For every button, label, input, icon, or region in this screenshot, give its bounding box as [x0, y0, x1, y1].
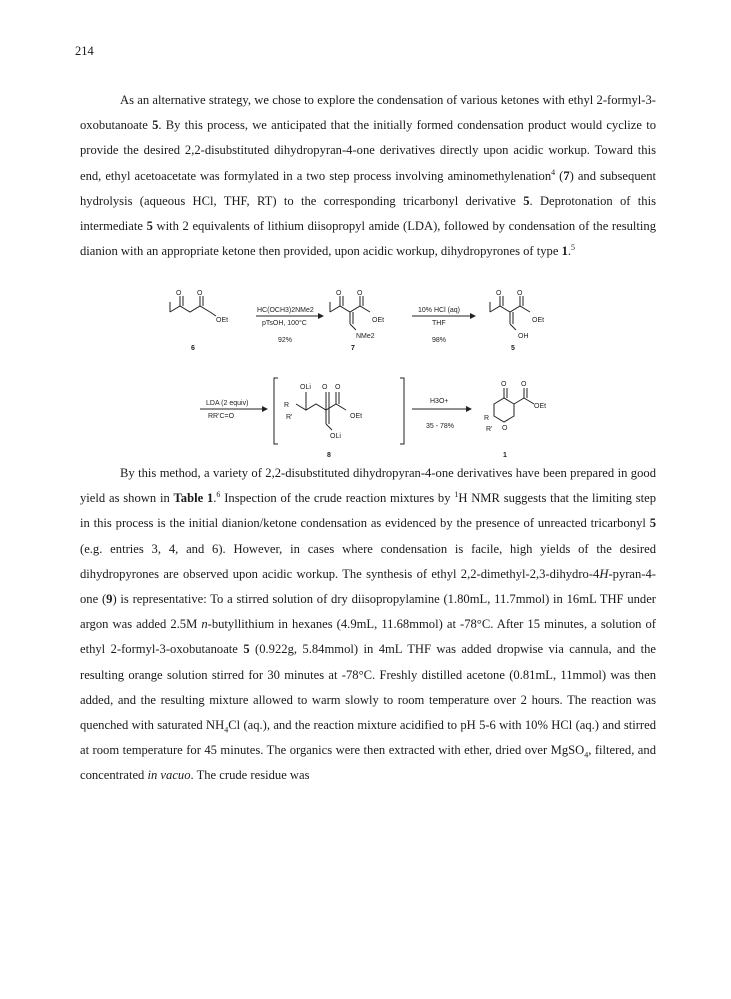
italic-run: in vacuo: [147, 768, 191, 783]
step4-yield: 35 - 78%: [426, 423, 455, 430]
text-run: -butyllithium in hexanes (4.9mL, 11.68mmol) at -78°C. After 15 minutes, a solution of ethyl 2-formyl-3-oxobutanoate: [80, 617, 656, 657]
text-run: -pyran-4-one (: [80, 566, 656, 607]
compound-number-5: 5: [511, 345, 515, 352]
oli-label: OLi: [300, 384, 311, 391]
step1-conditions: pTsOH, 100°C: [262, 320, 307, 327]
step4-reagent: H3O+: [430, 398, 449, 405]
text-run: , filtered, and concentrated: [80, 743, 656, 783]
oli-label: OLi: [330, 433, 341, 440]
nme2-label: NMe2: [356, 333, 375, 340]
step2-conditions: THF: [432, 320, 446, 327]
compound-ref: 1: [561, 244, 568, 259]
oet-label: OEt: [372, 317, 385, 324]
paragraph-results: [80, 461, 656, 789]
reaction-scheme: [150, 290, 600, 459]
r-label: R: [484, 415, 490, 422]
structure-compound-5: [490, 296, 530, 330]
compound-number-7: 7: [351, 345, 355, 352]
subscript: 4: [584, 750, 589, 760]
oxygen-label: O: [197, 290, 203, 297]
text-run: ) and subsequent hydrolysis (aqueous HCl, THF, RT) to the corresponding tricarbonyl derivative: [80, 168, 657, 208]
subscript: 4: [224, 725, 229, 735]
compound-number-1: 1: [503, 452, 507, 459]
compound-number-8: 8: [327, 452, 331, 459]
step2-yield: 98%: [432, 337, 447, 344]
step1-reagent: HC(OCH3)2NMe2: [257, 307, 314, 314]
italic-run: H: [599, 566, 609, 581]
oet-label: OEt: [216, 317, 229, 324]
oxygen-label: O: [322, 384, 328, 391]
oxygen-label: O: [335, 384, 341, 391]
oxygen-label: O: [501, 381, 507, 388]
text-run: (0.922g, 5.84mmol) in 4mL THF was added dropwise via cannula, and the resulting orange solution stirred for 30 minutes at -78°C. Freshly distilled acetone (0.81mL, 11mmol) was then added, and the resulting mixture allowed to warm slowly to room temperature over 2 hours. The reaction was quenched with saturated NH: [80, 642, 657, 733]
compound-ref: 5: [523, 193, 530, 208]
table-ref: Table 1: [173, 491, 214, 506]
text-run: . By this process, we anticipated that the initially formed condensation product would cyclize to provide the desired 2,2-disubstituted dihydropyran-4-one derivatives directly upon acidic workup. Toward this end, ethyl acetoacetate was formylated in a two step process involving aminomethylenation: [80, 118, 656, 183]
oxygen-label: O: [496, 290, 502, 297]
oxygen-label: O: [176, 290, 182, 297]
text-run: Inspection of the crude reaction mixtures by: [220, 491, 455, 506]
compound-ref: 5: [146, 219, 153, 234]
oh-label: OH: [518, 333, 529, 340]
oet-label: OEt: [534, 403, 547, 410]
oet-label: OEt: [532, 317, 545, 324]
oxygen-label: O: [336, 290, 342, 297]
text-run: (: [555, 168, 564, 183]
text-run: As an alternative strategy, we chose to explore the condensation of various ketones with ethyl 2-formyl-3-oxobutanoate: [80, 93, 656, 133]
compound-ref: 5: [243, 642, 250, 657]
text-run: . Deprotonation of this intermediate: [80, 193, 656, 234]
oxygen-label: O: [521, 381, 527, 388]
text-run: (e.g. entries 3, 4, and 6). However, in cases where condensation is facile, high yields of the desired dihydropyrones are observed upon acidic workup. The synthesis of ethyl 2,2-dimethyl-2,3-dihydro-4: [80, 541, 656, 581]
r-prime-label: R': [486, 426, 493, 433]
citation-ref: 6: [216, 490, 221, 500]
structure-compound-1: [494, 388, 534, 422]
text-run: with 2 equivalents of lithium diisopropyl amide (LDA), followed by condensation of the resulting dianion with an appropriate ketone then provided, upon acidic workup, dihydropyrones of type: [80, 219, 656, 259]
oxygen-label: O: [517, 290, 523, 297]
compound-number-6: 6: [191, 345, 195, 352]
oxygen-label: O: [357, 290, 363, 297]
structure-compound-7: [330, 296, 370, 330]
step3-conditions: RR'C=O: [208, 413, 235, 420]
compound-ref: 9: [106, 592, 113, 607]
step2-reagent: 10% HCl (aq): [418, 307, 461, 314]
r-prime-label: R': [286, 414, 293, 421]
citation-ref: 4: [551, 167, 556, 177]
text-run: ) is representative: To a stirred solution of dry diisopropylamine (1.80mL, 11.7mmol) in 16mL THF under argon was added 2.5M: [80, 592, 656, 632]
compound-ref: 7: [563, 168, 570, 183]
compound-ref: 5: [152, 118, 159, 133]
step1-yield: 92%: [278, 337, 293, 344]
italic-run: n: [201, 617, 208, 632]
oet-label: OEt: [350, 413, 363, 420]
text-run: .: [213, 491, 217, 506]
r-label: R: [284, 402, 290, 409]
step3-reagent: LDA (2 equiv): [206, 400, 249, 407]
compound-ref: 5: [649, 516, 656, 531]
paragraph-intro: [80, 88, 656, 264]
text-run: H NMR suggests that the limiting step in this process is the initial dianion/ketone condensation as evidenced by the presence of unreacted tricarbonyl: [80, 491, 656, 531]
citation-ref: 5: [571, 243, 576, 253]
text-run: . The crude residue was: [190, 768, 310, 783]
text-run: .: [567, 244, 572, 259]
structure-compound-6: [170, 296, 216, 316]
text-run: By this method, a variety of 2,2-disubstituted dihydropyran-4-one derivatives have been prepared in good yield as shown in: [80, 466, 656, 506]
ring-oxygen-label: O: [502, 425, 508, 432]
text-run: Cl (aq.), and the reaction mixture acidified to pH 5-6 with 10% HCl (aq.) and stirred at room temperature for 45 minutes. The organics were then extracted with ether, dried over MgSO: [80, 718, 656, 758]
page-number: 214: [75, 44, 94, 58]
isotope-superscript: 1: [454, 490, 459, 500]
